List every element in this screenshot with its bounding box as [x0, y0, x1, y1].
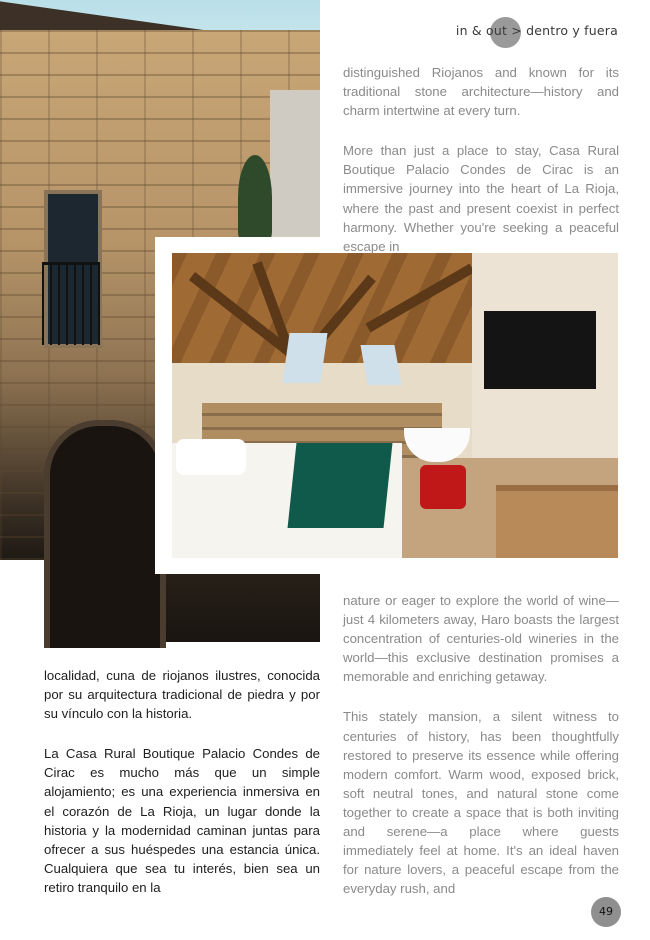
page-number: 49	[591, 897, 621, 927]
section-title: in & out > dentro y fuera	[455, 23, 618, 38]
arched-doorway	[44, 420, 166, 648]
right-column-top	[343, 63, 619, 277]
section-header	[456, 23, 618, 43]
paragraph: distinguished Riojanos and known for its traditional stone architecture—history and charm intertwine at every turn.	[343, 65, 619, 119]
paragraph: localidad, cuna de riojanos ilustres, conocida por su arquitectura tradicional de piedra y por su vínculo con la historia.	[44, 668, 320, 722]
right-column-bottom	[343, 591, 619, 919]
left-column-spanish	[44, 666, 320, 918]
paragraph: nature or eager to explore the world of wine—just 4 kilometers away, Haro boasts the largest concentration of centuries-old wineries in the world—this exclusive destination promises a memorable and enriching getaway.	[343, 593, 619, 685]
paragraph: More than just a place to stay, Casa Rural Boutique Palacio Condes de Cirac is an immersive journey into the heart of La Rioja, where the past and present coexist in perfect harmony. Whether you're seeking a peaceful escape in	[343, 143, 619, 254]
paragraph: This stately mansion, a silent witness to centuries of history, has been thoughtfully restored to preserve its essence while offering modern comfort. Warm wood, exposed brick, soft neutral tones, and natural stone come together to create a space that is both inviting and serene—a place where guests immediately feel at home. It's an ideal haven for nature lovers, a peaceful escape from the everyday rush, and	[343, 709, 619, 897]
paragraph: La Casa Rural Boutique Palacio Condes de Cirac es mucho más que un simple alojamiento; es una experiencia inmersiva en el corazón de La Rioja, un lugar donde la historia y la modernidad caminan juntas para ofrecer a sus huéspedes una estancia única. Cualquiera que sea tu interés, bien sea un retiro tranquilo en la	[44, 746, 320, 895]
bedroom-photo	[172, 253, 618, 558]
